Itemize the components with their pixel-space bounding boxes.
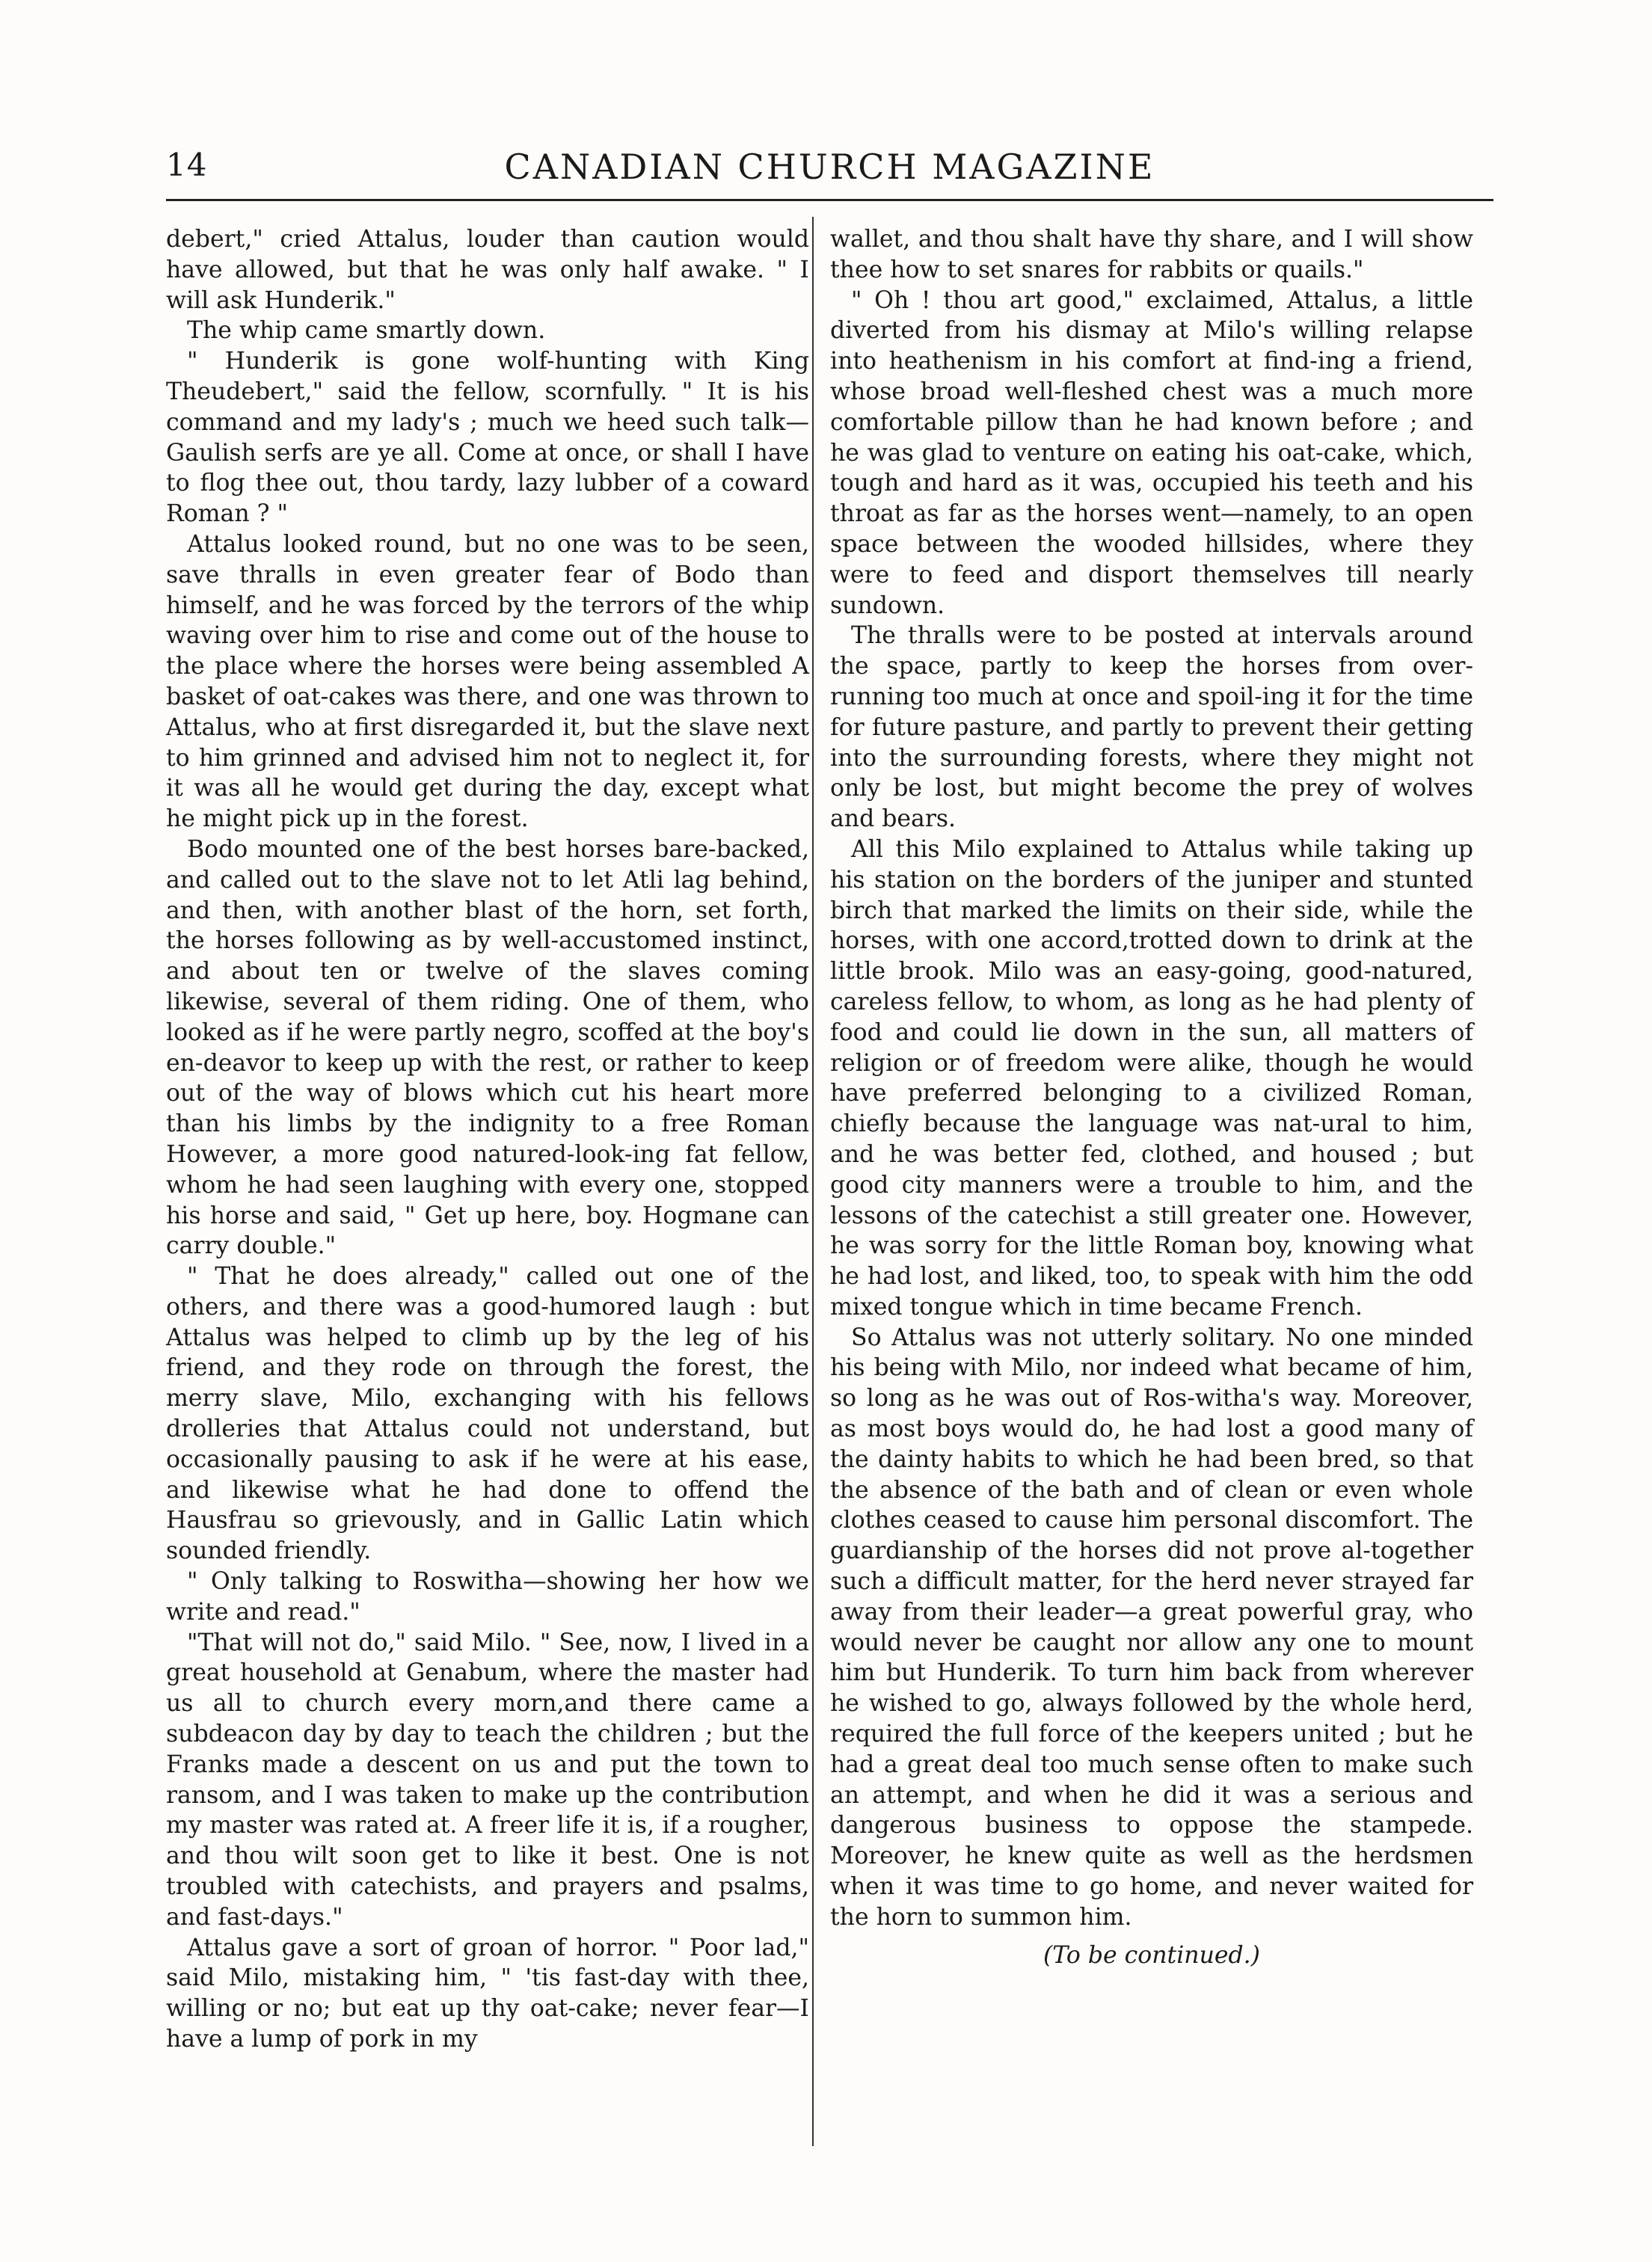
paragraph: debert," cried Attalus, louder than caution would have allowed, but that he was only half awake. " I will ask Hunderik." xyxy=(166,226,809,314)
paragraph: The whip came smartly down. xyxy=(187,317,546,345)
paragraph: " Only talking to Roswitha—showing her how we write and read." xyxy=(166,1568,809,1626)
paragraph: So Attalus was not utterly solitary. No one minded his being with Milo, nor indeed what became of him, so long as he was out of Ros-witha's way. Moreover, as most boys would do, he had lost a good many of the dainty habits to which he had been bred, so that the absence of the bath and of clean or even whole clothes ceased to cause him personal discomfort. The guardianship of the horses did not prove al-together such a difficult matter, for the herd never strayed far away from their leader—a great powerful gray, who would never be caught nor allow any one to mount him but Hunderik. To turn him back from wherever he wished to go, always followed by the whole herd, required the full force of the keepers united ; but he had a great deal too much sense often to make such an attempt, and when he did it was a serious and dangerous business to oppose the stampede. Moreover, he knew quite as well as the herdsmen when it was time to go home, and never waited for the horn to summon him. xyxy=(830,1324,1473,1931)
paragraph: Attalus gave a sort of groan of horror. " Poor lad," said Milo, mistaking him, " 'tis fast-day with thee, willing or no; but eat up thy oat-cake; never fear—I have a lump of pork in my xyxy=(166,1934,809,2053)
paragraph: " That he does already," called out one of the others, and there was a good-humored laugh : but Attalus was helped to climb up by the leg of his friend, and they rode on through the forest, the merry slave, Milo, exchanging with his fellows drolleries that Attalus could not understand, but occasionally pausing to ask if he were at his ease, and likewise what he had done to offend the Hausfrau so grievously, and in Gallic Latin which sounded friendly. xyxy=(166,1263,809,1565)
header-rule xyxy=(166,199,1493,201)
page-number: 14 xyxy=(166,147,208,183)
left-column xyxy=(166,224,809,2055)
column-divider xyxy=(812,217,814,2146)
page-header xyxy=(166,147,1493,191)
paragraph: All this Milo explained to Attalus while taking up his station on the borders of the juniper and stunted birch that marked the limits on their side, while the horses, with one accord,trotted down to drink at the little brook. Milo was an easy-going, good-natured, careless fellow, to whom, as long as he had plenty of food and could lie down in the sun, all matters of religion or of freedom were alike, though he would have preferred belonging to a civilized Roman, chiefly because the language was nat-ural to him, and he was better fed, clothed, and housed ; but good city manners were a trouble to him, and the lessons of the catechist a still greater one. However, he was sorry for the little Roman boy, knowing what he had lost, and liked, too, to speak with him the odd mixed tongue which in time became French. xyxy=(830,835,1473,1321)
paragraph: Attalus looked round, but no one was to be seen, save thralls in even greater fear of Bodo than himself, and he was forced by the terrors of the whip waving over him to rise and come out of the house to the place where the horses were being assembled A basket of oat-cakes was there, and one was thrown to Attalus, who at first disregarded it, but the slave next to him grinned and advised him not to neglect it, for it was all he would get during the day, except what he might pick up in the forest. xyxy=(166,530,809,833)
paragraph: wallet, and thou shalt have thy share, and I will show thee how to set snares for rabbits or quails." xyxy=(830,226,1473,283)
to-be-continued: (To be continued.) xyxy=(1043,1941,1260,1969)
paragraph: The thralls were to be posted at intervals around the space, partly to keep the horses from over-running too much at once and spoil-ing it for the time for future pasture, and partly to prevent their getting into the surrounding forests, where they might not only be lost, but might become the prey of wolves and bears. xyxy=(830,622,1473,833)
paragraph: Bodo mounted one of the best horses bare-backed, and called out to the slave not to let Atli lag behind, and then, with another blast of the horn, set forth, the horses following as by well-accustomed instinct, and about ten or twelve of the slaves coming likewise, several of them riding. One of them, who looked as if he were partly negro, scoffed at the boy's en-deavor to keep up with the rest, or rather to keep out of the way of blows which cut his heart more than his limbs by the indignity to a free Roman However, a more good natured-look-ing fat fellow, whom he had seen laughing with every one, stopped his horse and said, " Get up here, boy. Hogmane can carry double." xyxy=(166,835,809,1260)
right-column xyxy=(830,224,1473,1970)
magazine-title: CANADIAN CHURCH MAGAZINE xyxy=(504,147,1155,187)
paragraph: " Hunderik is gone wolf-hunting with King Theudebert," said the fellow, scornfully. " It is his command and my lady's ; much we heed such talk—Gaulish serfs are ye all. Come at once, or shall I have to flog thee out, thou tardy, lazy lubber of a coward Roman ? " xyxy=(166,348,809,528)
paragraph: " Oh ! thou art good," exclaimed, Attalus, a little diverted from his dismay at Milo's willing relapse into heathenism in his comfort at find-ing a friend, whose broad well-fleshed chest was a much more comfortable pillow than he had known before ; and he was glad to venture on eating his oat-cake, which, tough and hard as it was, occupied his teeth and his throat as far as the horses went—namely, to an open space between the wooded hillsides, where they were to feed and disport themselves till nearly sundown. xyxy=(830,286,1473,619)
paragraph: "That will not do," said Milo. " See, now, I lived in a great household at Genabum, where the master had us all to church every morn,and there came a subdeacon day by day to teach the children ; but the Franks made a descent on us and put the town to ransom, and I was taken to make up the contribution my master was rated at. A freer life it is, if a rougher, and thou wilt soon get to like it best. One is not troubled with catechists, and prayers and psalms, and fast-days." xyxy=(166,1629,809,1931)
